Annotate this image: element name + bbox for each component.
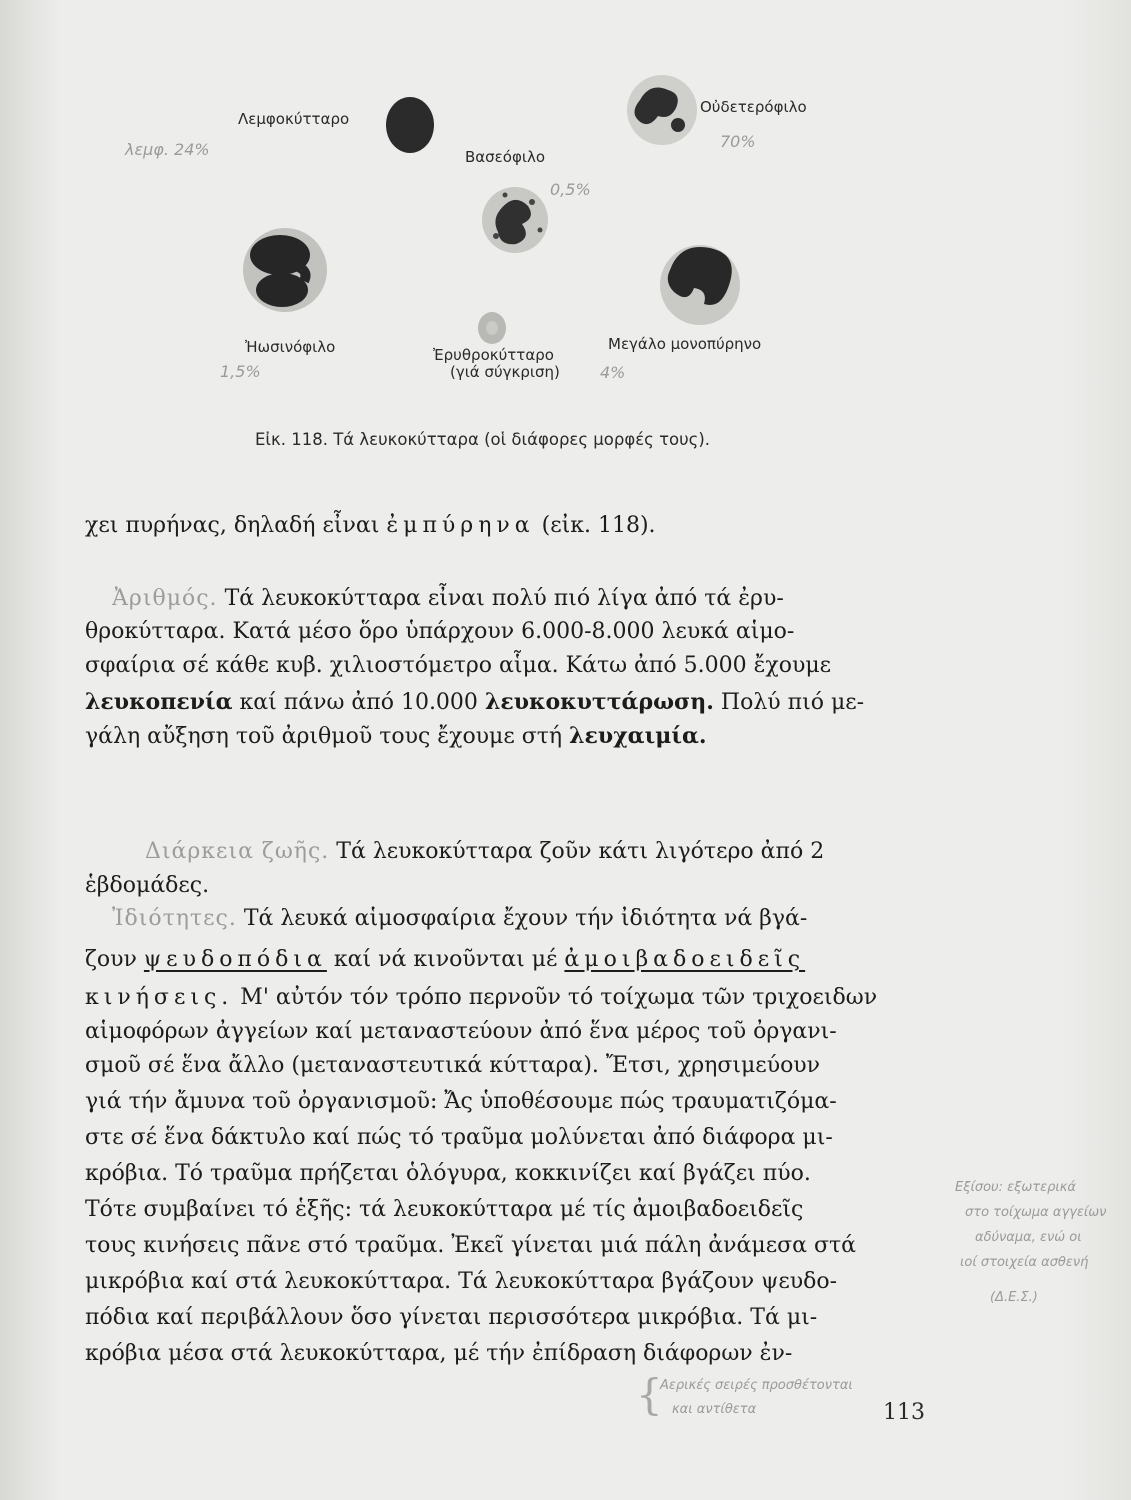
term-leukemia: λευχαιμία. <box>569 723 707 749</box>
margin-note: και αντίθετα <box>672 1402 757 1417</box>
body-line: ἑβδομάδες. <box>85 873 210 898</box>
pencil-note-eosinophil: 1,5% <box>220 362 261 381</box>
body-line: κρόβια. Τό τραῦμα πρήζεται ὁλόγυρα, κοκκινίζει καί βγάζει πύο. <box>85 1161 811 1186</box>
pencil-note-neutrophil: 70% <box>720 132 756 151</box>
eosinophil-cell <box>243 228 327 312</box>
basophil-cell <box>482 187 548 253</box>
body-line: πόδια καί περιβάλλουν ὅσο γίνεται περισσότερα μικρόβια. Τά μι- <box>85 1305 818 1330</box>
section-heading-number: Ἀριθμός. <box>112 586 218 611</box>
body-line: κινήσεις. Μ' αὐτόν τόν τρόπο περνοῦν τό τοίχωμα τῶν τριχοειδων <box>85 985 878 1010</box>
body-line: χει πυρήνας, δηλαδή εἶναι ἐμπύρηνα (εἰκ. 118). <box>85 513 656 538</box>
body-line: Διάρκεια ζωῆς. Τά λευκοκύτταρα ζοῦν κάτι λιγότερο ἀπό 2 <box>145 839 825 864</box>
pencil-note-basophil: 0,5% <box>550 180 591 199</box>
body-line: μικρόβια καί στά λευκοκύτταρα. Τά λευκοκύτταρα βγάζουν ψευδο- <box>85 1269 838 1294</box>
neutrophil-cell <box>627 75 697 145</box>
body-line: Τότε συμβαίνει τό ἑξῆς: τά λευκοκύτταρα μέ τίς ἀμοιβαδοειδεῖς <box>85 1197 804 1222</box>
pencil-note-monocyte: 4% <box>600 363 626 382</box>
body-line: σμοῦ σέ ἕνα ἄλλο (μεταναστευτικά κύτταρα). Ἔτσι, χρησιμεύουν <box>85 1053 821 1078</box>
body-line: ζουν ψευδοπόδια καί νά κινοῦνται μέ ἀμοιβαδοειδεῖς <box>85 947 806 972</box>
label-monocyte: Μεγάλο μονοπύρηνο <box>608 335 762 353</box>
label-eosinophil: Ἠωσινόφιλο <box>245 338 336 356</box>
term-leukocytosis: λευκοκυττάρωση. <box>484 689 714 715</box>
term-amoeboid: ἀμοιβαδοειδεῖς <box>564 947 806 972</box>
body-line: Ἀριθμός. Τά λευκοκύτταρα εἶναι πολύ πιό λίγα ἀπό τά ἐρυ- <box>112 586 784 611</box>
section-heading-lifespan: Διάρκεια ζωῆς. <box>145 839 330 864</box>
body-line: Ἰδιότητες. Τά λευκά αἱμοσφαίρια ἔχουν τήν ἰδιότητα νά βγά- <box>112 906 808 931</box>
label-erythrocyte-note: (γιά σύγκριση) <box>450 363 560 381</box>
brace-mark: { <box>636 1370 663 1419</box>
page-right-shadow <box>1061 0 1131 1500</box>
margin-note: (Δ.Ε.Σ.) <box>990 1290 1038 1305</box>
page-left-shadow <box>0 0 60 1500</box>
body-line: κρόβια μέσα στά λευκοκύτταρα, μέ τήν ἐπίδραση διάφορων ἐν- <box>85 1341 793 1366</box>
label-neutrophil: Οὐδετερόφιλο <box>700 98 807 116</box>
margin-note: αδύναμα, ενώ οι <box>975 1230 1082 1245</box>
label-erythrocyte: Ἐρυθροκύτταρο <box>433 346 554 364</box>
margin-note: στο τοίχωμα αγγείων <box>965 1205 1107 1220</box>
body-line: λευκοπενία καί πάνω ἀπό 10.000 λευκοκυττάρωση. Πολύ πιό με- <box>85 689 865 715</box>
label-lymphocyte: Λεμφοκύτταρο <box>238 110 350 128</box>
pencil-note-lymphocyte: λεμφ. 24% <box>125 140 210 159</box>
body-line: θροκύτταρα. Κατά μέσο ὅρο ὑπάρχουν 6.000-8.000 λευκά αἱμο- <box>85 619 795 644</box>
erythrocyte-cell <box>478 312 506 344</box>
figure-caption: Εἰκ. 118. Τά λευκοκύτταρα (οἱ διάφορες μορφές τους). <box>255 430 711 449</box>
section-heading-properties: Ἰδιότητες. <box>112 906 237 931</box>
margin-note: Αερικές σειρές προσθέτονται <box>660 1378 853 1393</box>
figure-white-blood-cells <box>125 70 820 400</box>
body-line: τους κινήσεις πᾶνε στό τραῦμα. Ἐκεῖ γίνεται μιά πάλη ἀνάμεσα στά <box>85 1233 856 1258</box>
body-line: αἱμοφόρων ἀγγείων καί μεταναστεύουν ἀπό ἕνα μέρος τοῦ ὀργανι- <box>85 1019 837 1044</box>
body-line: γάλη αὔξηση τοῦ ἀριθμοῦ τους ἔχουμε στή λευχαιμία. <box>85 723 707 749</box>
margin-note: ιοί στοιχεία ασθενή <box>960 1255 1089 1270</box>
term-leukopenia: λευκοπενία <box>85 689 233 715</box>
lymphocyte-cell <box>378 93 442 157</box>
body-line: σφαίρια σέ κάθε κυβ. χιλιοστόμετρο αἷμα. Κάτω ἀπό 5.000 ἔχουμε <box>85 653 832 678</box>
term-pseudopodia: ψευδοπόδια <box>143 947 327 972</box>
monocyte-cell <box>660 245 740 325</box>
term-movements: κινήσεις. <box>85 985 234 1010</box>
label-basophil: Βασεόφιλο <box>465 148 545 166</box>
body-line: στε σέ ἕνα δάκτυλο καί πώς τό τραῦμα μολύνεται ἀπό διάφορα μι- <box>85 1125 833 1150</box>
body-line: γιά τήν ἄμυνα τοῦ ὀργανισμοῦ: Ἄς ὑποθέσουμε πώς τραυματιζόμα- <box>85 1089 837 1114</box>
page-number: 113 <box>883 1400 925 1425</box>
margin-note: Εξίσου: εξωτερικά <box>955 1180 1076 1195</box>
